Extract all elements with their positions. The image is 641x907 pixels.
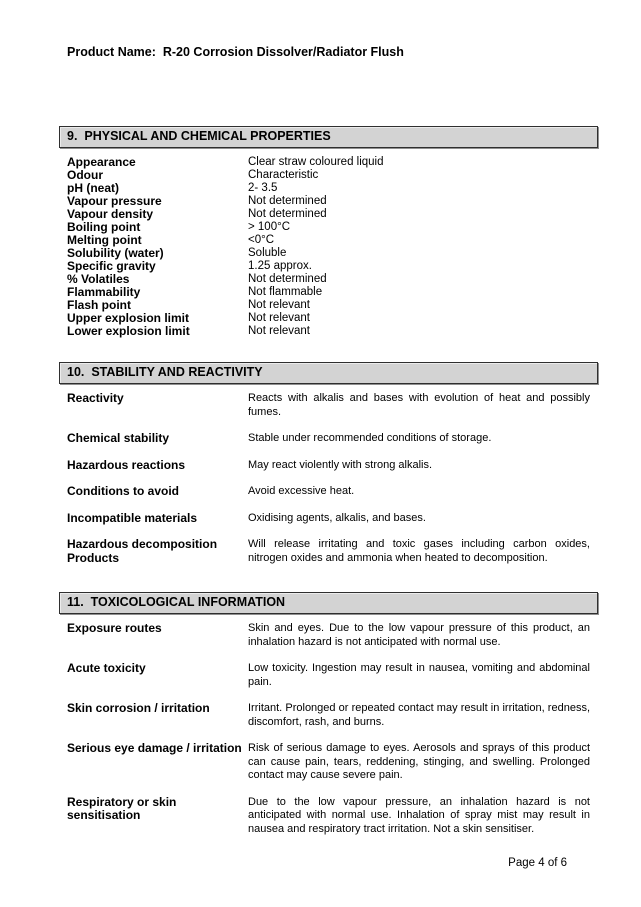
entry-row — [59, 432, 598, 446]
entry-row — [59, 662, 598, 689]
entry-row — [59, 702, 598, 729]
property-value: Not relevant — [248, 299, 311, 311]
property-label: Flammability — [67, 285, 141, 299]
property-value: Not flammable — [248, 286, 323, 298]
entry-value: Risk of serious damage to eyes. Aerosols and sprays of this product can cause pain, tears, reddening, stinging, and swelling. Prolonged contact may cause severe pain. — [248, 742, 590, 781]
property-row — [59, 325, 598, 338]
property-value: Not relevant — [248, 312, 311, 324]
entry-row — [59, 742, 598, 783]
property-value: <0°C — [248, 234, 275, 246]
property-row — [59, 260, 598, 273]
property-label: Vapour density — [67, 207, 154, 221]
property-value: 1.25 approx. — [248, 260, 312, 272]
entry-row — [59, 459, 598, 473]
entry-label: Hazardous decomposition Products — [67, 537, 218, 565]
entry-label: Hazardous reactions — [67, 457, 186, 472]
property-row — [59, 286, 598, 299]
property-label: Odour — [67, 168, 103, 182]
property-value: Not determined — [248, 273, 327, 285]
property-value: 2- 3.5 — [248, 182, 278, 194]
property-value: Not determined — [248, 195, 327, 207]
property-row — [59, 156, 598, 169]
entry-row — [59, 392, 598, 419]
section-header-physical-chemical-properties: 9. PHYSICAL AND CHEMICAL PROPERTIES — [59, 126, 598, 148]
property-value: > 100°C — [248, 221, 291, 233]
property-label: Upper explosion limit — [67, 311, 190, 325]
entry-label: Conditions to avoid — [67, 484, 179, 498]
entry-label: Chemical stability — [67, 431, 170, 445]
property-label: % Volatiles — [67, 272, 130, 286]
entry-label: Exposure routes — [67, 621, 162, 635]
entry-value: May react violently with strong alkalis. — [248, 458, 433, 471]
entry-label: Acute toxicity — [67, 661, 146, 675]
product-name-heading: Product Name: R-20 Corrosion Dissolver/Radiator Flush — [67, 45, 404, 59]
entry-label: Respiratory or skin sensitisation — [67, 794, 177, 822]
entry-label: Incompatible materials — [67, 510, 198, 525]
entry-value: Will release irritating and toxic gases including carbon oxides, nitrogen oxides and ammonia when heated to decomposition. — [248, 538, 590, 564]
property-value: Not relevant — [248, 325, 311, 337]
property-label: Vapour pressure — [67, 194, 162, 208]
property-label: Solubility (water) — [67, 246, 164, 260]
property-label: Melting point — [67, 233, 142, 247]
property-label: pH (neat) — [67, 181, 119, 195]
physical-properties-list — [59, 156, 598, 338]
section-physical-chemical-properties — [59, 126, 598, 338]
section-toxicological-information — [59, 592, 598, 849]
property-value: Not determined — [248, 208, 327, 220]
stability-entries-list — [59, 392, 598, 565]
property-row — [59, 169, 598, 182]
entry-label: Skin corrosion / irritation — [67, 701, 210, 715]
entry-value: Avoid excessive heat. — [248, 485, 355, 497]
property-value: Clear straw coloured liquid — [248, 156, 384, 168]
entry-row — [59, 512, 598, 526]
property-label: Lower explosion limit — [67, 324, 190, 338]
property-label: Appearance — [67, 155, 136, 169]
toxicological-entries-list — [59, 622, 598, 836]
entry-row — [59, 796, 598, 837]
entry-row — [59, 485, 598, 499]
section-header-toxicological-information: 11. TOXICOLOGICAL INFORMATION — [59, 592, 598, 614]
entry-value: Due to the low vapour pressure, an inhalation hazard is not anticipated with normal use. Inhalation of spray mist may result in nausea and respiratory tract irritation. Not a skin sensitiser. — [248, 795, 590, 835]
property-value: Soluble — [248, 247, 287, 259]
property-value: Characteristic — [248, 169, 319, 181]
entry-value: Reacts with alkalis and bases with evolution of heat and possibly fumes. — [248, 392, 590, 418]
entry-value: Low toxicity. Ingestion may result in nausea, vomiting and abdominal pain. — [248, 662, 590, 688]
entry-value: Irritant. Prolonged or repeated contact may result in irritation, redness, discomfort, rash, and burns. — [248, 702, 590, 728]
property-label: Specific gravity — [67, 259, 156, 273]
section-header-stability-reactivity: 10. STABILITY AND REACTIVITY — [59, 362, 598, 384]
section-stability-reactivity — [59, 362, 598, 578]
property-label: Flash point — [67, 298, 131, 312]
entry-value: Skin and eyes. Due to the low vapour pressure of this product, an inhalation hazard is not anticipated with normal use. — [248, 622, 590, 648]
property-label: Boiling point — [67, 220, 141, 234]
entry-row — [59, 622, 598, 649]
entry-value: Oxidising agents, alkalis, and bases. — [248, 511, 426, 524]
entry-label: Serious eye damage / irritation — [67, 741, 242, 755]
entry-label: Reactivity — [67, 391, 124, 405]
entry-row — [59, 538, 598, 565]
entry-value: Stable under recommended conditions of storage. — [248, 432, 492, 444]
page-number-footer: Page 4 of 6 — [508, 857, 567, 869]
